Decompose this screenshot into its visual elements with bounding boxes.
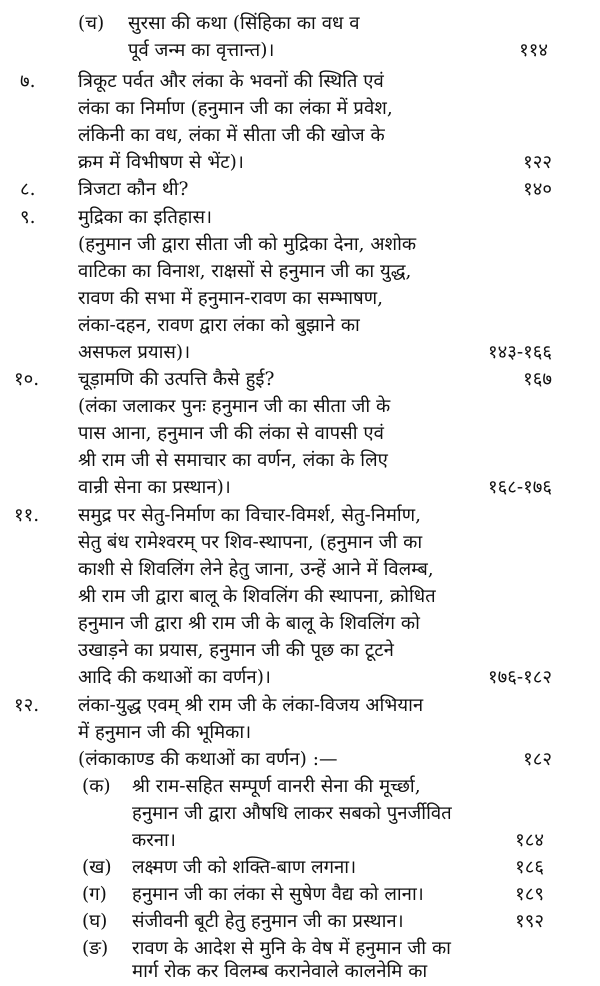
entry-text: वान्री सेना का प्रस्थान)। [78, 477, 231, 498]
page-number: १८६ [515, 857, 544, 878]
entry-text: सेतु बंध रामेश्वरम् पर शिव-स्थापना, (हनुमान जी का [78, 532, 423, 553]
page-number: १४० [523, 179, 552, 200]
entry-text: श्री राम-सहित सम्पूर्ण वानरी सेना की मूर्च्छा, [132, 776, 421, 797]
entry-text: हनुमान जी द्वारा श्री राम जी के बालू के शिवलिंग को [78, 613, 420, 634]
section-number: १०. [14, 369, 40, 390]
entry-text: क्रम में विभीषण से भेंट)। [78, 152, 244, 173]
entry-text: काशी से शिवलिंग लेने हेतु जाना, उन्हें आने में विलम्ब, [78, 559, 434, 580]
entry-text: वाटिका का विनाश, राक्षसों से हनुमान जी का युद्ध, [78, 261, 412, 282]
section-number: १२. [14, 695, 40, 716]
entry-text: हनुमान जी द्वारा औषधि लाकर सबको पुनर्जीवित [132, 803, 452, 824]
page-number: १८२ [523, 749, 552, 770]
entry-text: रावण की सभा में हनुमान-रावण का सम्भाषण, [78, 288, 383, 309]
entry-text: चूड़ामणि की उत्पत्ति कैसे हुई? [78, 369, 275, 390]
subsection-label: (घ) [82, 911, 108, 932]
entry-text: पूर्व जन्म का वृत्तान्त)। [128, 40, 275, 61]
entry-text: पास आना, हनुमान जी की लंका से वापसी एवं [78, 423, 384, 444]
entry-text: आदि की कथाओं का वर्णन)। [78, 667, 271, 688]
entry-text: लंका-दहन, रावण द्वारा लंका को बुझाने का [78, 315, 360, 336]
page-number: ११४ [519, 40, 548, 61]
entry-text: में हनुमान जी की भूमिका। [78, 722, 252, 743]
entry-text: त्रिकूट पर्वत और लंका के भवनों की स्थिति एवं [78, 71, 384, 92]
subsection-label: (च) [78, 13, 105, 34]
entry-text: त्रिजटा कौन थी? [78, 179, 189, 200]
entry-text: (लंका जलाकर पुनः हनुमान जी का सीता जी के [78, 396, 391, 417]
entry-text: लंकिनी का वध, लंका में सीता जी की खोज के [78, 125, 385, 146]
page-number: १४३-१६६ [488, 342, 552, 363]
entry-text: रावण के आदेश से मुनि के वेष में हनुमान जी का [132, 938, 451, 959]
page-number: १६८-१७६ [488, 477, 552, 498]
subsection-label: (ङ) [82, 938, 109, 959]
entry-text: लंका का निर्माण (हनुमान जी का लंका में प्रवेश, [78, 98, 393, 119]
page-number: १८४ [515, 830, 544, 851]
page-number: १७६-१८२ [488, 667, 552, 688]
entry-text: उखाड़ने का प्रयास, हनुमान जी की पूछ का टूटने [78, 640, 394, 661]
entry-text: श्री राम जी से समाचार का वर्णन, लंका के लिए [78, 450, 388, 471]
entry-text: लंका-युद्ध एवम् श्री राम जी के लंका-विजय अभियान [78, 695, 424, 716]
entry-text: मार्ग रोक कर विलम्ब करानेवाले कालनेमि का [132, 961, 428, 982]
section-number: ८. [20, 179, 36, 200]
entry-text: लक्ष्मण जी को शक्ति-बाण लगना। [132, 857, 357, 878]
entry-text: (हनुमान जी द्वारा सीता जी को मुद्रिका देना, अशोक [78, 234, 417, 255]
page-number: १८९ [515, 884, 544, 905]
page-number: १२२ [523, 152, 552, 173]
entry-text: संजीवनी बूटी हेतु हनुमान जी का प्रस्थान। [132, 911, 404, 932]
entry-text: (लंकाकाण्ड की कथाओं का वर्णन) :— [78, 749, 338, 770]
subsection-label: (क) [82, 776, 111, 797]
entry-text: करना। [132, 830, 176, 851]
section-number: ११. [14, 505, 40, 526]
entry-text: सुरसा की कथा (सिंहिका का वध व [128, 13, 360, 34]
entry-text: मुद्रिका का इतिहास। [78, 207, 212, 228]
page-number: १६७ [523, 369, 552, 390]
page-number: १९२ [515, 911, 544, 932]
entry-text: श्री राम जी द्वारा बालू के शिवलिंग की स्थापना, क्रोधित [78, 586, 436, 607]
entry-text: असफल प्रयास)। [78, 342, 191, 363]
entry-text: हनुमान जी का लंका से सुषेण वैद्य को लाना। [132, 884, 424, 905]
subsection-label: (ख) [82, 857, 112, 878]
entry-text: समुद्र पर सेतु-निर्माण का विचार-विमर्श, सेतु-निर्माण, [78, 505, 421, 526]
section-number: ७. [20, 71, 36, 92]
subsection-label: (ग) [82, 884, 107, 905]
section-number: ९. [20, 207, 36, 228]
